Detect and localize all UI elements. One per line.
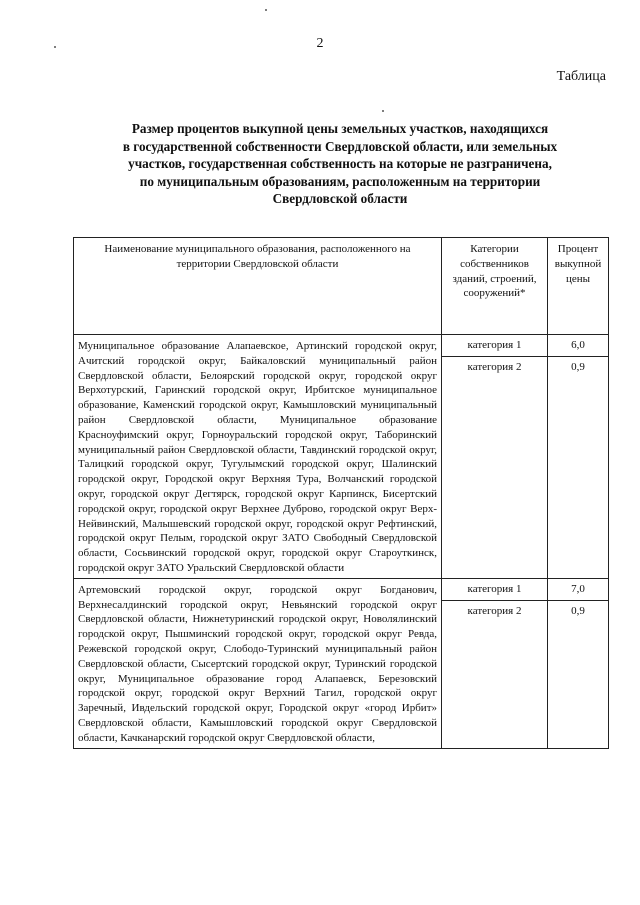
percent-value: 6,0 — [548, 335, 608, 357]
percent-value: 0,9 — [571, 604, 585, 617]
header-percent: Процент выкупной цены — [548, 238, 609, 335]
category-label: категория 1 — [442, 335, 547, 357]
category-label: категория 1 — [442, 579, 547, 601]
title-line: в государственной собственности Свердловской области, или земельных — [122, 138, 558, 154]
municipality-list: Муниципальное образование Алапаевское, Артинский городской округ, Ачитский городской округ, Байкаловский муниципальный район Свердловской области, Белоярский городской округ, городской округ Верхотурский, Гаринский городской округ, Ирбитское муниципальное образование, Каменский городской округ, Камышловский муниципальный район Свердловской области, Муниципальное образование Красноуфимский округ, Горноуральский городской округ, Таборинский муниципальный район Свердловской области, Тавдинский городской округ, Талицкий городской округ, Тугулымский городской округ, Шалинский городской округ, Городской округ Верхняя Тура, Волчанский городской округ, городской округ Дегтярск, городской округ Карпинск, Бисертский городской округ, городской округ Верхнее Дуброво, городской округ Верх-Нейвинский, Малышевский городской округ, городской округ Рефтинский, городской округ Пелым, городской округ ЗАТО Свободный Свердловской области, Сосьвинский городской округ, городской округ Староуткинск, городской округ ЗАТО Уральский Свердловской области — [74, 335, 442, 579]
scan-speck — [265, 9, 267, 11]
price-percent-table — [73, 237, 609, 749]
title-line: Свердловской области — [272, 191, 408, 206]
page-number: 2 — [316, 36, 324, 51]
title-line: Размер процентов выкупной цены земельных участков, находящихся — [131, 121, 549, 136]
table-label: Таблица — [556, 69, 606, 84]
scan-speck — [382, 110, 384, 112]
title-line: по муниципальным образованиям, расположенным на территории — [139, 173, 541, 189]
category-label: категория 2 — [467, 360, 522, 373]
category-cell — [442, 335, 548, 579]
category-cell — [442, 578, 548, 748]
municipality-list: Артемовский городской округ, городской округ Богданович, Верхнесалдинский городской округ, Невьянский городской округ Свердловской области, Нижнетуринский городской округ, Новолялинский городской округ, Пышминский городской округ, городской округ Ревда, Режевской городской округ, Слободо-Туринский муниципальный район Свердловской области, Сысертский городской округ, Туринский городской округ, Муниципальное образование город Алапаевск, Березовский городской округ, городской округ Верхний Тагил, городской округ Заречный, Ивдельский городской округ, Городской округ «город Ирбит» Свердловской области, Камышловский городской округ Свердловской области, Качканарский городской округ Свердловской области, — [74, 578, 442, 748]
percent-cell — [548, 578, 609, 748]
percent-value: 0,9 — [571, 360, 585, 373]
table-row — [74, 578, 609, 748]
title-line: участков, государственная собственность на которые не разграничена, — [128, 156, 552, 171]
scan-speck — [54, 46, 56, 48]
document-title — [70, 120, 610, 208]
header-municipality: Наименование муниципального образования, расположенного на территории Свердловской области — [74, 238, 442, 335]
category-label: категория 2 — [467, 604, 522, 617]
table-row — [74, 335, 609, 579]
table-header-row — [74, 238, 609, 335]
percent-cell — [548, 335, 609, 579]
header-category: Категории собственников зданий, строений, сооружений* — [442, 238, 548, 335]
percent-value: 7,0 — [548, 579, 608, 601]
